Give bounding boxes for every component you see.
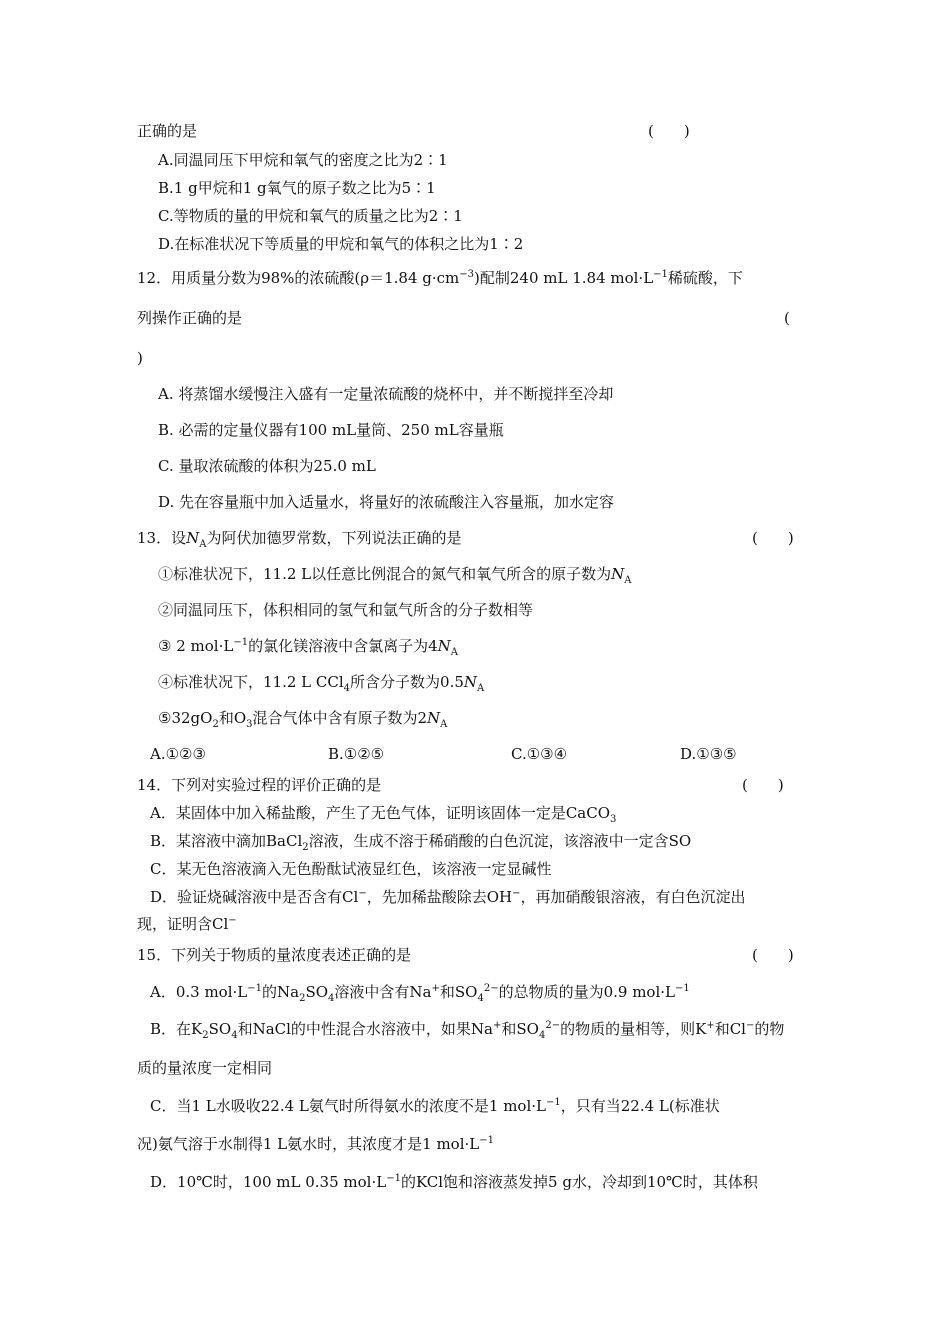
line-text: C.等物质的量的甲烷和氧气的质量之比为2∶1 <box>158 207 463 225</box>
answer-parentheses: ( ) <box>752 529 794 547</box>
line-text: ①标准状况下，11.2 L以任意比例混合的氮气和氧气所含的原子数为$N_A$ <box>158 565 632 586</box>
line-text: C. 量取浓硫酸的体积为25.0 mL <box>158 457 376 475</box>
line-text: A.①②③ <box>150 745 206 763</box>
line-text: A．0.3 $mol\cdot L^{-1}$的$Na_2SO_4$溶液中含有Na+和$SO_4^{2-}$的总物质的量为0.9 $mol\cdot L^{-1}$ <box>150 983 690 1004</box>
line-text: ④标准状况下，11.2 L CCl$_4$所含分子数为$0.5N_A$ <box>158 673 485 694</box>
line-text: C．某无色溶液滴入无色酚酞试液显红色，该溶液一定显碱性 <box>150 860 552 878</box>
line-text: 14．下列对实验过程的评价正确的是 <box>137 776 382 794</box>
line-text: 15．下列关于物质的量浓度表述正确的是 <box>137 946 412 964</box>
line-text: ③ 2 $mol\cdot L^{-1}$的氯化镁溶液中含氯离子为$4N_A$ <box>158 637 458 658</box>
line-text: B. 必需的定量仪器有100 mL量筒、250 mL容量瓶 <box>158 421 504 439</box>
line-text: ) <box>137 349 143 367</box>
line-text: D．10℃时，100 mL 0.35 $mol\cdot L^{-1}$的KCl饱和溶液蒸发掉5 g水，冷却到10℃时，其体积 <box>150 1173 758 1191</box>
line-text: D.①③⑤ <box>680 745 737 763</box>
line-text: 12．用质量分数为98%的浓硫酸(ρ＝1.84 $g\cdot cm^{-3}$)配制240 mL 1.84 $mol\cdot L^{-1}$稀硫酸，下 <box>137 269 743 287</box>
line-text: B．在$K_2SO_4$和NaCl的中性混合水溶液中，如果Na+和$SO_4^{2-}$的物质的量相等，则K+和Cl−的物 <box>150 1020 785 1041</box>
line-text: C．当1 L水吸收22.4 L氨气时所得氨水的浓度不是1 $mol\cdot L^{-1}$，只有当22.4 L(标准状 <box>150 1097 720 1115</box>
line-text: C.①③④ <box>511 745 568 763</box>
line-text: B.①②⑤ <box>328 745 385 763</box>
line-text: 质的量浓度一定相同 <box>137 1059 273 1077</box>
answer-parentheses: ( ) <box>648 122 690 140</box>
line-text: 13．设$N_A$为阿伏加德罗常数，下列说法正确的是 <box>137 529 462 550</box>
line-text: A. 将蒸馏水缓慢注入盛有一定量浓硫酸的烧杯中，并不断搅拌至冷却 <box>158 385 614 403</box>
line-text: D.在标准状况下等质量的甲烷和氧气的体积之比为1∶2 <box>158 235 524 253</box>
answer-parentheses: ( <box>784 309 790 327</box>
line-text: D. 先在容量瓶中加入适量水，将量好的浓硫酸注入容量瓶，加水定容 <box>158 493 615 511</box>
answer-parentheses: ( ) <box>742 776 784 794</box>
line-text: B．某溶液中滴加BaCl$_2$溶液，生成不溶于稀硝酸的白色沉淀，该溶液中一定含SO <box>150 832 692 853</box>
line-text: D．验证烧碱溶液中是否含有Cl−，先加稀盐酸除去OH−，再加硝酸银溶液，有白色沉淀出 <box>150 888 746 906</box>
line-text: ②同温同压下，体积相同的氢气和氩气所含的分子数相等 <box>158 601 534 619</box>
line-text: $⑤32gO_2$和$O_3$混合气体中含有原子数为$2N_A$ <box>158 709 448 730</box>
line-text: 现，证明含Cl− <box>137 915 237 933</box>
line-text: 正确的是 <box>137 122 198 140</box>
line-text: A．某固体中加入稀盐酸，产生了无色气体，证明该固体一定是CaCO$_3$ <box>150 804 617 825</box>
line-text: 况)氨气溶于水制得1 L氨水时，其浓度才是1 $mol\cdot L^{-1}$ <box>137 1135 494 1153</box>
line-text: 列操作正确的是 <box>137 309 243 327</box>
answer-parentheses: ( ) <box>752 946 794 964</box>
line-text: B.1 g甲烷和1 g氧气的原子数之比为5∶1 <box>158 179 436 197</box>
line-text: A.同温同压下甲烷和氧气的密度之比为2∶1 <box>158 151 448 169</box>
